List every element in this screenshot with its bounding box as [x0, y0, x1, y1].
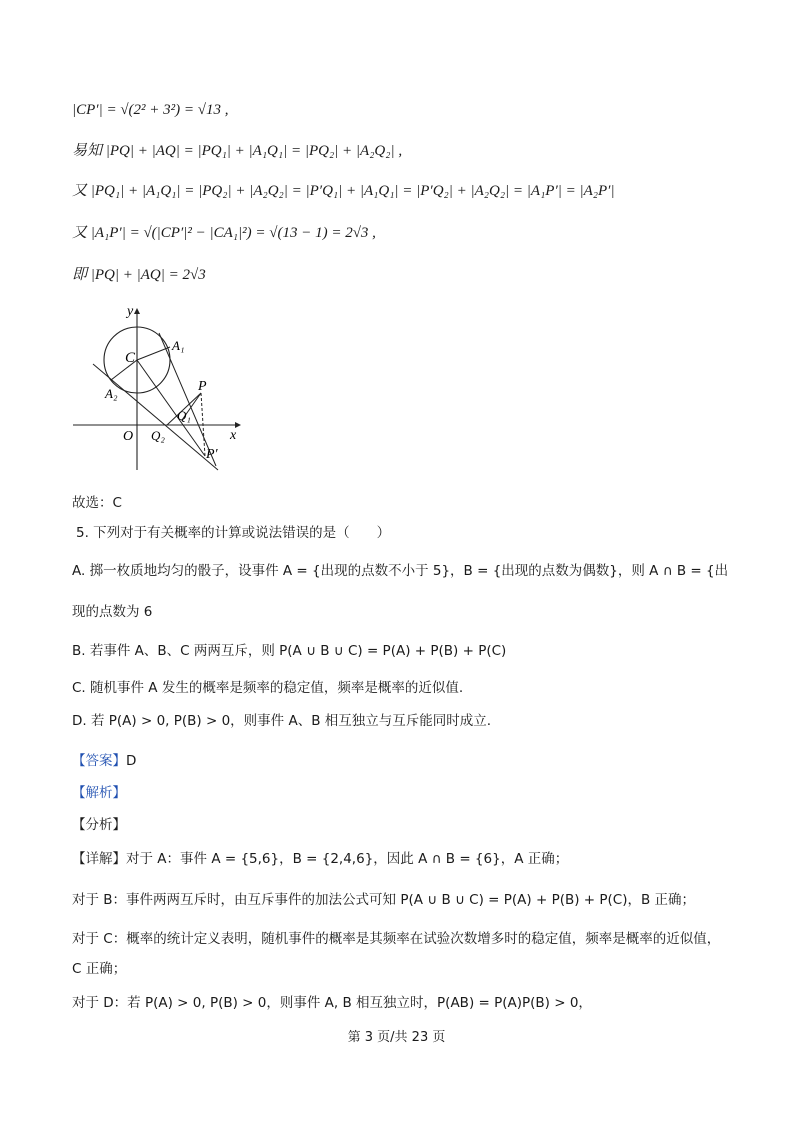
label-p-prime: P′ [206, 447, 218, 462]
answer-value: D [126, 753, 137, 769]
option-c: C. 随机事件 A 发生的概率是频率的稳定值，频率是概率的近似值. [72, 680, 464, 696]
label-o: O [123, 429, 134, 444]
label-p: P [198, 379, 207, 394]
detail-a: 对于 A：事件 A = {5,6}，B = {2,4,6}，因此 A ∩ B = {6}，A 正确； [126, 851, 569, 867]
label-x: x [230, 428, 237, 443]
detail-c-line1: 对于 C：概率的统计定义表明，随机事件的概率是其频率在试验次数增多时的稳定值，频率是概率的近似值， [72, 931, 721, 947]
answer-tag: 【答案】 [72, 753, 126, 769]
detail-a-row [72, 849, 568, 869]
y-axis-arrow [134, 308, 140, 314]
label-c: C [125, 350, 136, 366]
page-footer: 第 3 页/共 23 页 [347, 1030, 446, 1045]
detail-b: 对于 B：事件两两互斥时，由互斥事件的加法公式可知 P(A ∪ B ∪ C) = P(A) + P(B) + P(C)，B 正确； [72, 892, 696, 908]
formula-pq-aq: 易知 |PQ| + |AQ| = |PQ₁| + |A₁Q₁| = |PQ₂| + |A₂Q₂| , [72, 143, 403, 159]
previous-answer: 故选：C [72, 495, 122, 511]
label-a1: A₁ [172, 338, 185, 353]
analysis-tag: 【解析】 [72, 785, 126, 801]
detail-c-line2: C 正确； [72, 961, 127, 977]
question-stem: 5. 下列对于有关概率的计算或说法错误的是（ ） [76, 525, 391, 541]
label-a2: A₂ [105, 386, 118, 401]
option-d: D. 若 P(A) > 0, P(B) > 0，则事件 A、B 相互独立与互斥能同时成立. [72, 713, 492, 729]
fenxi-tag: 【分析】 [72, 817, 126, 833]
label-y: y [127, 304, 134, 319]
formula-equalities: 又 |PQ₁| + |A₁Q₁| = |PQ₂| + |A₂Q₂| = |P′Q₁| + |A₁Q₁| = |P′Q₂| + |A₂Q₂| = |A₁P′| = |A₂P′| [72, 183, 615, 199]
detail-tag: 【详解】 [72, 851, 126, 867]
option-b: B. 若事件 A、B、C 两两互斥，则 P(A ∪ B ∪ C) = P(A) + P(B) + P(C) [72, 643, 507, 659]
label-q1: Q₁ [177, 408, 191, 423]
segment-ca1 [137, 347, 170, 360]
formula-cp-prime: |CP′| = √(2² + 3²) = √13 , [72, 102, 229, 118]
detail-d: 对于 D：若 P(A) > 0, P(B) > 0，则事件 A, B 相互独立时，P(AB) = P(A)P(B) > 0， [72, 995, 592, 1011]
geometry-figure [65, 298, 255, 478]
segment-cp-prime [137, 360, 205, 456]
option-a-line2: 现的点数为 6 [72, 604, 153, 620]
formula-result: 即 |PQ| + |AQ| = 2√3 [72, 267, 206, 283]
label-q2: Q₂ [151, 428, 165, 443]
answer-row [72, 751, 136, 771]
option-a-line1: A. 掷一枚质地均匀的骰子，设事件 A = {出现的点数不小于 5}，B = {出现的点数为偶数}，则 A ∩ B = {出 [72, 563, 729, 579]
formula-a1p: 又 |A₁P′| = √(|CP′|² − |CA₁|²) = √(13 − 1) = 2√3 , [72, 225, 376, 241]
